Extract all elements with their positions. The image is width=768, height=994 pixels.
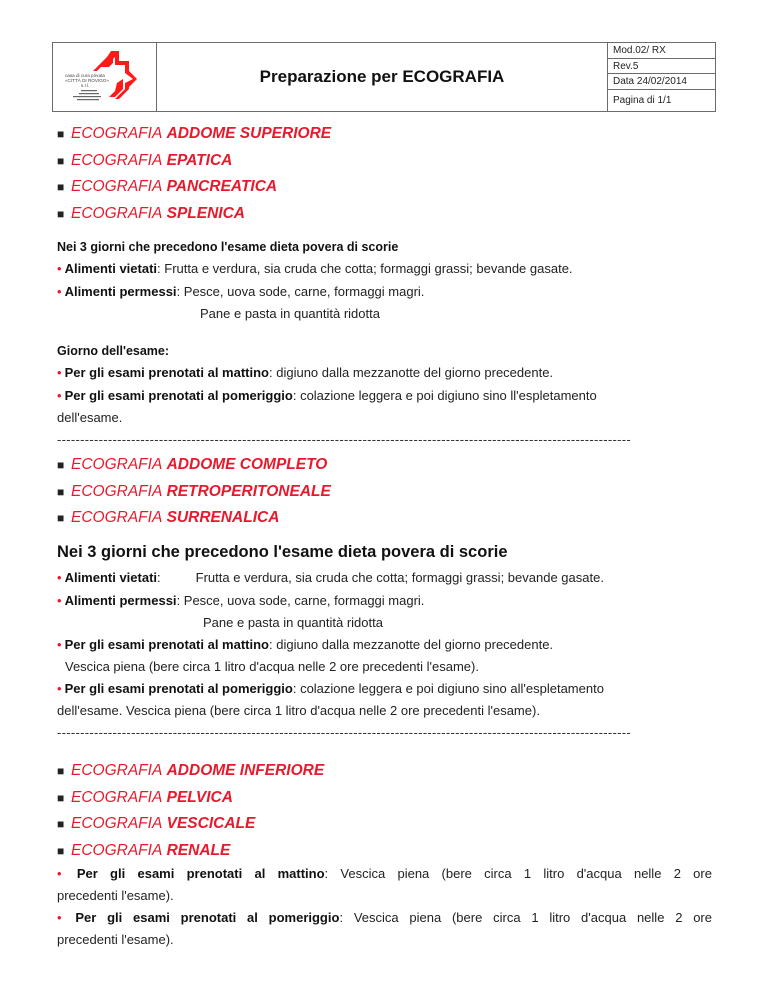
dot-bullet-icon: • xyxy=(57,261,62,276)
square-bullet-icon: ■ xyxy=(57,153,65,168)
clinic-logo-icon xyxy=(53,43,156,111)
logo-cell xyxy=(53,43,157,111)
dot-bullet-icon: • xyxy=(57,637,62,652)
dot-bullet-icon: • xyxy=(57,388,62,403)
square-bullet-icon: ■ xyxy=(57,511,65,525)
allowed-foods-cont: Pane e pasta in quantità ridotta xyxy=(200,306,380,321)
exam-day-heading: Giorno dell'esame: xyxy=(57,344,170,358)
forbidden-foods: • Alimenti vietati: Frutta e verdura, sia cruda che cotta; formaggi grassi; bevande gasate. xyxy=(57,261,573,276)
dot-bullet-icon: • xyxy=(57,593,62,608)
page-number: Pagina di 1/1 xyxy=(613,95,672,106)
allowed-foods: • Alimenti permessi: Pesce, uova sode, carne, formaggi magri. xyxy=(57,284,425,299)
afternoon-instructions-cont: dell'esame. Vescica piena (bere circa 1 litro d'acqua nelle 2 ore precedenti l'esame). xyxy=(57,703,540,718)
dot-bullet-icon: • xyxy=(57,910,62,925)
exam-list-group-3 xyxy=(57,758,717,864)
exam-item: ■ ECOGRAFIA SURRENALICA xyxy=(57,505,717,532)
afternoon-instructions-cont: dell'esame. xyxy=(57,410,123,425)
exam-item: ■ ECOGRAFIA ADDOME INFERIORE xyxy=(57,758,717,785)
square-bullet-icon: ■ xyxy=(57,843,65,858)
module-code: Mod.02/ RX xyxy=(608,43,715,59)
exam-day-instructions xyxy=(57,344,717,452)
allowed-foods-cont: Pane e pasta in quantità ridotta xyxy=(203,615,383,630)
separator: ---------------------------------------------------------------------------------------------------------------------------- xyxy=(57,432,632,447)
exam-item: ■ ECOGRAFIA EPATICA xyxy=(57,148,717,175)
morning-instructions-cont: Vescica piena (bere circa 1 litro d'acqua nelle 2 ore precedenti l'esame). xyxy=(65,659,479,674)
afternoon-instructions: • Per gli esami prenotati al pomeriggio: colazione leggera e poi digiuno sino ll'espletamento xyxy=(57,388,597,403)
allowed-foods: • Alimenti permessi: Pesce, uova sode, carne, formaggi magri. xyxy=(57,593,425,608)
square-bullet-icon: ■ xyxy=(57,764,65,778)
diet-heading: Nei 3 giorni che precedono l'esame dieta povera di scorie xyxy=(57,543,508,561)
exam-item: ■ ECOGRAFIA RENALE xyxy=(57,838,717,865)
exam-item: ■ ECOGRAFIA PELVICA xyxy=(57,785,717,812)
exam-item: ■ ECOGRAFIA PANCREATICA xyxy=(57,174,717,201)
logo-line-3: s.r.l. xyxy=(81,83,90,88)
document-info xyxy=(608,43,715,111)
exam-list-group-1 xyxy=(57,121,717,227)
morning-instructions-cont: precedenti l'esame). xyxy=(57,888,174,903)
afternoon-instructions: • Per gli esami prenotati al pomeriggio: Vescica piena (bere circa 1 litro d'acqua nelle 2 ore xyxy=(57,910,712,925)
exam-list-group-2 xyxy=(57,452,717,532)
dot-bullet-icon: • xyxy=(57,284,62,299)
square-bullet-icon: ■ xyxy=(57,458,65,472)
dot-bullet-icon: • xyxy=(57,570,62,585)
group-2-instructions xyxy=(57,543,717,745)
afternoon-instructions: • Per gli esami prenotati al pomeriggio: colazione leggera e poi digiuno sino all'espletamento xyxy=(57,681,604,696)
square-bullet-icon: ■ xyxy=(57,790,65,805)
dot-bullet-icon: • xyxy=(57,365,62,380)
square-bullet-icon: ■ xyxy=(57,206,65,221)
diet-heading: Nei 3 giorni che precedono l'esame dieta povera di scorie xyxy=(57,240,399,254)
exam-item: ■ ECOGRAFIA SPLENICA xyxy=(57,201,717,228)
morning-instructions: • Per gli esami prenotati al mattino: digiuno dalla mezzanotte del giorno precedente. xyxy=(57,365,554,380)
square-bullet-icon: ■ xyxy=(57,127,65,141)
exam-item: ■ ECOGRAFIA ADDOME SUPERIORE xyxy=(57,121,717,148)
logo-line-2: «CITTÀ DI ROVIGO» xyxy=(65,78,109,83)
dot-bullet-icon: • xyxy=(57,866,62,881)
document-header xyxy=(52,42,716,112)
dot-bullet-icon: • xyxy=(57,681,62,696)
group-1-instructions xyxy=(57,240,717,328)
revision: Rev.5 xyxy=(608,59,715,74)
square-bullet-icon: ■ xyxy=(57,484,65,499)
exam-item: ■ ECOGRAFIA ADDOME COMPLETO xyxy=(57,452,717,479)
logo-line-1: casa di cura privata xyxy=(65,73,105,78)
forbidden-foods: • Alimenti vietati: Frutta e verdura, sia cruda che cotta; formaggi grassi; bevande gasate. xyxy=(57,570,604,585)
group-3-instructions xyxy=(57,866,712,954)
morning-instructions: • Per gli esami prenotati al mattino: Vescica piena (bere circa 1 litro d'acqua nelle 2 ore xyxy=(57,866,712,881)
exam-item: ■ ECOGRAFIA RETROPERITONEALE xyxy=(57,479,717,506)
square-bullet-icon: ■ xyxy=(57,180,65,194)
separator: ---------------------------------------------------------------------------------------------------------------------------- xyxy=(57,725,632,740)
exam-item: ■ ECOGRAFIA VESCICALE xyxy=(57,811,717,838)
document-title: Preparazione per ECOGRAFIA xyxy=(157,43,608,111)
morning-instructions: • Per gli esami prenotati al mattino: digiuno dalla mezzanotte del giorno precedente. xyxy=(57,637,554,652)
document-date: Data 24/02/2014 xyxy=(608,74,715,90)
afternoon-instructions-cont: precedenti l'esame). xyxy=(57,932,174,947)
square-bullet-icon: ■ xyxy=(57,817,65,831)
